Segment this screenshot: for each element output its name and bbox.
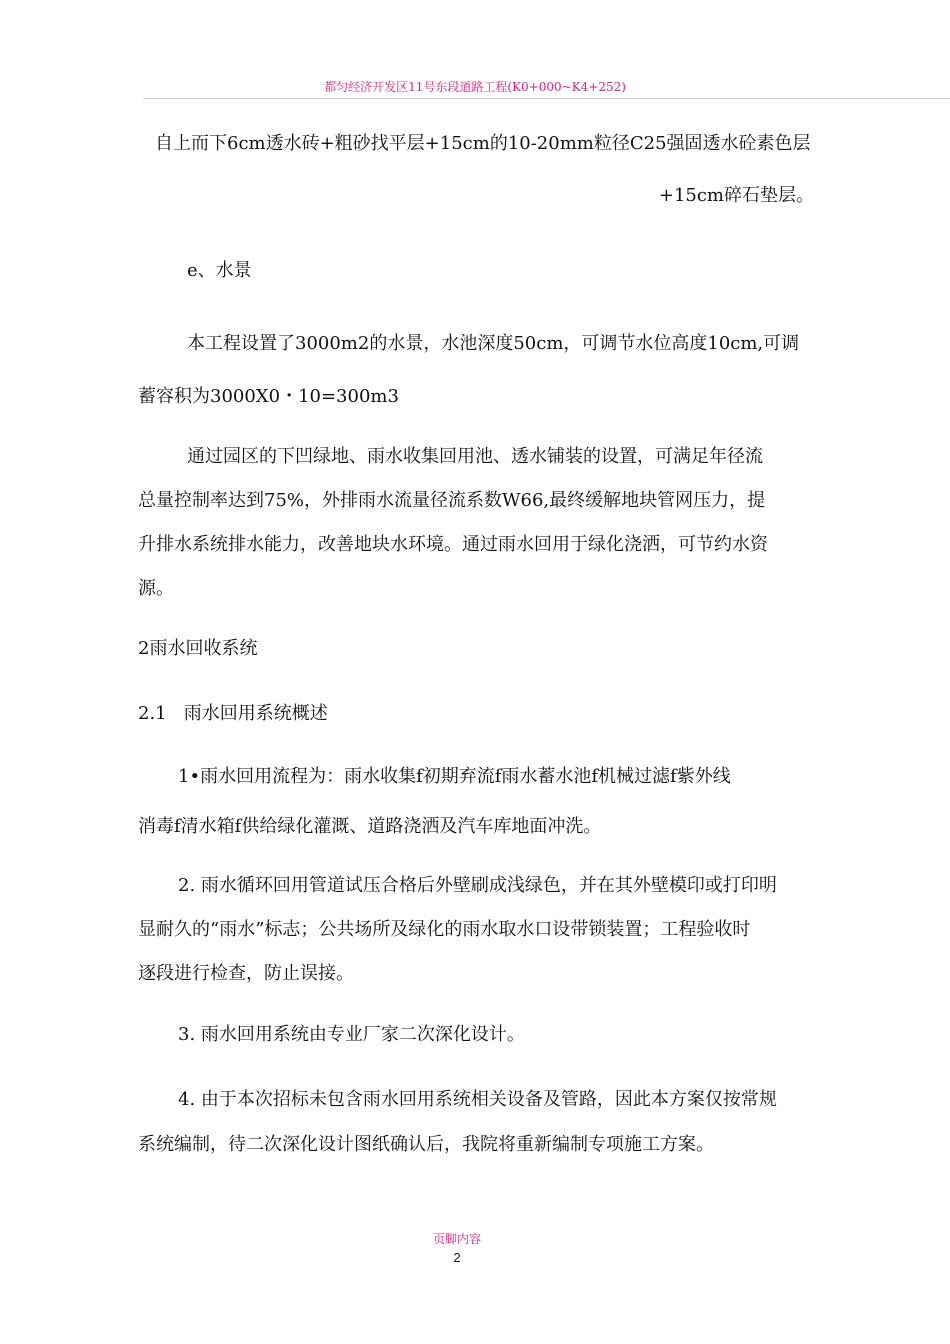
rainwater-paragraph-line-1: 通过园区的下凹绿地、雨水收集回用池、透水铺装的设置，可满足年径流 <box>187 446 763 467</box>
pavement-structure-line-1: 自上而下6cm透水砖+粗砂找平层+15cm的10-20mm粒径C25强固透水砼素色层 <box>155 133 811 154</box>
rainwater-paragraph-line-3: 升排水系统排水能力，改善地块水环境。通过雨水回用于绿化浇洒，可节约水资 <box>138 534 768 555</box>
water-feature-paragraph-line-1: 本工程设置了3000m2的水景，水池深度50cm，可调节水位高度10cm,可调 <box>187 333 800 354</box>
section-2-1-heading: 2.1 雨水回用系统概述 <box>138 703 328 724</box>
list-item-1-line-1: 1•雨水回用流程为：雨水收集f初期弃流f雨水蓄水池f机械过滤f紫外线 <box>178 766 731 787</box>
list-item-4-line-1: 4. 由于本次招标未包含雨水回用系统相关设备及管路，因此本方案仅按常规 <box>178 1089 777 1110</box>
list-item-3-line-1: 3. 雨水回用系统由专业厂家二次深化设计。 <box>178 1024 525 1045</box>
pavement-structure-line-2: +15cm碎石垫层。 <box>658 185 814 206</box>
list-item-2-line-3: 逐段进行检查，防止误接。 <box>138 963 354 984</box>
water-feature-paragraph-line-2: 蓄容积为3000X0・10=300m3 <box>138 386 399 407</box>
rainwater-paragraph-line-2: 总量控制率达到75%，外排雨水流量径流系数W66,最终缓解地块管网压力，提 <box>138 490 766 511</box>
section-e-heading: e、水景 <box>187 260 252 281</box>
list-item-4-line-2: 系统编制，待二次深化设计图纸确认后，我院将重新编制专项施工方案。 <box>138 1134 714 1155</box>
list-item-1-line-2: 消毒f清水箱f供给绿化灌溉、道路浇洒及汽车库地面冲洗。 <box>138 816 602 837</box>
list-item-2-line-2: 显耐久的“雨水”标志；公共场所及绿化的雨水取水口设带锁装置；工程验收时 <box>138 919 751 940</box>
footer-label: 页脚内容 <box>432 1232 481 1246</box>
running-header: 都匀经济开发区11号东段道路工程(K0+000~K4+252) <box>324 80 626 94</box>
page-number: 2 <box>453 1250 461 1265</box>
header-divider <box>143 98 950 99</box>
rainwater-paragraph-line-4: 源。 <box>138 578 174 599</box>
section-2-heading: 2雨水回收系统 <box>138 638 258 659</box>
list-item-2-line-1: 2. 雨水循环回用管道试压合格后外壁刷成浅绿色，并在其外壁模印或打印明 <box>178 875 777 896</box>
